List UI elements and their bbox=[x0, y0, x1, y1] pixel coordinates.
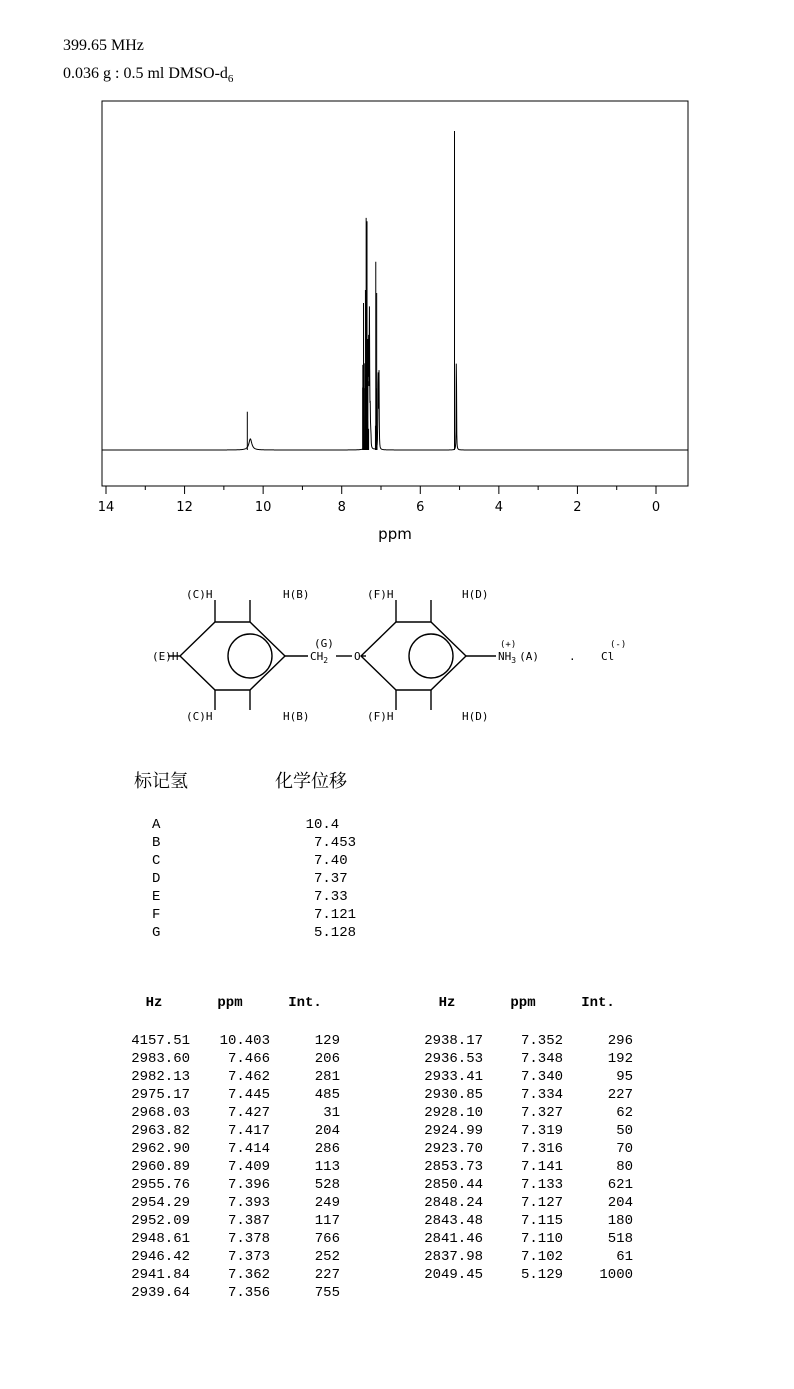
peak-cell: 5.129 bbox=[520, 1267, 563, 1283]
benzene-ring-left bbox=[180, 622, 285, 690]
peak-cell: 7.102 bbox=[520, 1249, 563, 1265]
peak-cell: 2841.46 bbox=[424, 1231, 483, 1247]
peak-cell: 2975.17 bbox=[131, 1087, 190, 1103]
peak-cell: 80 bbox=[616, 1159, 633, 1175]
peak-cell: 7.110 bbox=[520, 1231, 563, 1247]
ring-bonds bbox=[168, 600, 496, 710]
assignment-shift: 5.128 bbox=[313, 925, 356, 941]
peak-cell: 61 bbox=[616, 1249, 633, 1265]
peak-cell: 252 bbox=[314, 1249, 340, 1265]
frequency-label: 399.65 MHz bbox=[63, 37, 144, 54]
peak-cell: 7.319 bbox=[520, 1123, 563, 1139]
peak-cell: 2933.41 bbox=[424, 1069, 483, 1085]
peak-cell: 7.417 bbox=[227, 1123, 270, 1139]
label-d-h-top: H(D) bbox=[462, 588, 489, 601]
assignment-label: A bbox=[152, 817, 161, 833]
peak-row bbox=[411, 1122, 633, 1140]
assignment-label: B bbox=[152, 835, 161, 851]
assignment-shift: 7.37 bbox=[313, 871, 356, 887]
peak-cell: 2982.13 bbox=[131, 1069, 190, 1085]
benzene-ring-right bbox=[361, 622, 466, 690]
peak-row bbox=[411, 1086, 633, 1104]
ring-right-aromatic-circle bbox=[409, 634, 453, 678]
peak-cell: 7.133 bbox=[520, 1177, 563, 1193]
peak-cell: 204 bbox=[314, 1123, 340, 1139]
peak-cell: 227 bbox=[607, 1087, 633, 1103]
peak-cell: 206 bbox=[314, 1051, 340, 1067]
peak-cell: 7.141 bbox=[520, 1159, 563, 1175]
peak-cell: 7.348 bbox=[520, 1051, 563, 1067]
ch2-subscript: 2 bbox=[323, 656, 329, 665]
peak-cell: 296 bbox=[607, 1033, 633, 1049]
peak-cell: 7.445 bbox=[227, 1087, 270, 1103]
peak-header-cell: ppm bbox=[510, 995, 536, 1011]
label-c-h-bottom: (C)H bbox=[186, 710, 213, 723]
assignment-row bbox=[152, 834, 356, 852]
peak-cell: 10.403 bbox=[219, 1033, 270, 1049]
peak-row bbox=[411, 1104, 633, 1122]
assignment-table bbox=[152, 816, 356, 942]
peak-cell: 2049.45 bbox=[424, 1267, 483, 1283]
peak-cell: 2952.09 bbox=[131, 1213, 190, 1229]
peak-cell: 621 bbox=[607, 1177, 633, 1193]
peak-cell: 281 bbox=[314, 1069, 340, 1085]
peak-cell: 7.427 bbox=[227, 1105, 270, 1121]
x-tick-label: 6 bbox=[416, 500, 425, 515]
peak-cell: 2983.60 bbox=[131, 1051, 190, 1067]
peak-cell: 528 bbox=[314, 1177, 340, 1193]
nh3-text: NH bbox=[498, 650, 512, 663]
x-tick-label: 14 bbox=[97, 500, 115, 515]
peak-header-cell: ppm bbox=[217, 995, 243, 1011]
assignment-row bbox=[152, 888, 356, 906]
peak-cell: 180 bbox=[607, 1213, 633, 1229]
x-tick-label: 12 bbox=[176, 500, 193, 515]
ch2-text: CH bbox=[310, 650, 324, 663]
peak-cell: 7.340 bbox=[520, 1069, 563, 1085]
peak-cell: 2853.73 bbox=[424, 1159, 483, 1175]
peak-cell: 7.327 bbox=[520, 1105, 563, 1121]
peak-row bbox=[118, 1122, 340, 1140]
label-c-h-top: (C)H bbox=[186, 588, 213, 601]
peak-cell: 518 bbox=[607, 1231, 633, 1247]
label-cl: Cl bbox=[601, 650, 615, 663]
label-dot: . bbox=[569, 650, 576, 663]
peak-cell: 31 bbox=[323, 1105, 340, 1121]
peak-cell: 50 bbox=[616, 1123, 633, 1139]
peak-row bbox=[411, 1068, 633, 1086]
peak-cell: 7.409 bbox=[227, 1159, 270, 1175]
peak-cell: 2923.70 bbox=[424, 1141, 483, 1157]
assignment-row bbox=[152, 924, 356, 942]
peak-table-left bbox=[118, 994, 340, 1302]
label-b-h-top: H(B) bbox=[283, 588, 310, 601]
x-tick-label: 10 bbox=[254, 500, 272, 515]
peak-cell: 7.414 bbox=[227, 1141, 270, 1157]
peak-row bbox=[118, 1068, 340, 1086]
label-e-h: (E)H bbox=[152, 650, 179, 663]
assign-col-label: 标记氢 bbox=[134, 771, 188, 792]
peak-cell: 95 bbox=[616, 1069, 633, 1085]
peak-cell: 7.396 bbox=[227, 1177, 270, 1193]
peak-cell: 7.378 bbox=[227, 1231, 270, 1247]
assignment-shift: 7.33 bbox=[313, 889, 356, 905]
assignment-label: F bbox=[152, 907, 161, 923]
peak-row bbox=[118, 1248, 340, 1266]
peak-cell: 2948.61 bbox=[131, 1231, 190, 1247]
label-ch2 bbox=[310, 650, 328, 665]
assignment-shift: 7.40 bbox=[313, 853, 356, 869]
peak-cell: 2946.42 bbox=[131, 1249, 190, 1265]
peak-cell: 204 bbox=[607, 1195, 633, 1211]
peak-row bbox=[118, 1140, 340, 1158]
peak-cell: 7.334 bbox=[520, 1087, 563, 1103]
assignment-label: G bbox=[152, 925, 161, 941]
peak-row bbox=[118, 1266, 340, 1284]
peak-cell: 7.352 bbox=[520, 1033, 563, 1049]
peak-cell: 113 bbox=[314, 1159, 340, 1175]
assignment-shift: 10.4 bbox=[305, 817, 356, 833]
label-f-h-top: (F)H bbox=[367, 588, 394, 601]
peak-table-header bbox=[411, 994, 633, 1012]
peak-row bbox=[411, 1032, 633, 1050]
peak-cell: 2955.76 bbox=[131, 1177, 190, 1193]
peak-row bbox=[118, 1050, 340, 1068]
assignment-row bbox=[152, 852, 356, 870]
peak-cell: 2939.64 bbox=[131, 1285, 190, 1301]
peak-cell: 7.127 bbox=[520, 1195, 563, 1211]
peak-row bbox=[411, 1158, 633, 1176]
peak-table-right bbox=[411, 994, 633, 1284]
nh3-tag: (A) bbox=[519, 650, 539, 663]
label-nh3 bbox=[498, 650, 539, 665]
x-tick-label: 2 bbox=[573, 500, 582, 515]
peak-row bbox=[411, 1248, 633, 1266]
peak-row bbox=[411, 1176, 633, 1194]
peak-cell: 2960.89 bbox=[131, 1159, 190, 1175]
x-tick-label: 0 bbox=[651, 500, 661, 515]
peak-cell: 2930.85 bbox=[424, 1087, 483, 1103]
label-oxygen: O bbox=[354, 650, 361, 663]
peak-cell: 62 bbox=[616, 1105, 633, 1121]
sample-subscript: 6 bbox=[227, 73, 234, 86]
x-axis-label: ppm bbox=[378, 525, 412, 543]
x-tick-label: 8 bbox=[337, 500, 346, 515]
peak-header-cell: Hz bbox=[145, 995, 163, 1011]
peak-cell: 2936.53 bbox=[424, 1051, 483, 1067]
label-d-h-bottom: H(D) bbox=[462, 710, 489, 723]
peak-cell: 7.373 bbox=[227, 1249, 270, 1265]
assignment-row bbox=[152, 816, 356, 834]
peak-cell: 192 bbox=[607, 1051, 633, 1067]
peak-row bbox=[411, 1194, 633, 1212]
peak-cell: 766 bbox=[314, 1231, 340, 1247]
peak-cell: 7.462 bbox=[227, 1069, 270, 1085]
peak-row bbox=[118, 1086, 340, 1104]
label-plus: (+) bbox=[500, 640, 517, 650]
peak-row bbox=[411, 1230, 633, 1248]
peak-table-header bbox=[118, 994, 340, 1012]
assign-col-shift: 化学位移 bbox=[275, 771, 347, 792]
peak-cell: 7.387 bbox=[227, 1213, 270, 1229]
peak-cell: 7.115 bbox=[520, 1213, 563, 1229]
assignment-label: C bbox=[152, 853, 161, 869]
assignment-row bbox=[152, 906, 356, 924]
peak-cell: 2848.24 bbox=[424, 1195, 483, 1211]
peak-cell: 485 bbox=[314, 1087, 340, 1103]
assignment-row bbox=[152, 870, 356, 888]
nh3-subscript: 3 bbox=[511, 656, 517, 665]
peak-cell: 2963.82 bbox=[131, 1123, 190, 1139]
peak-row bbox=[118, 1230, 340, 1248]
label-minus: (-) bbox=[610, 640, 627, 650]
peak-cell: 2941.84 bbox=[131, 1267, 190, 1283]
peak-row bbox=[118, 1158, 340, 1176]
peak-cell: 1000 bbox=[599, 1267, 633, 1283]
peak-row bbox=[411, 1266, 633, 1284]
peak-cell: 7.362 bbox=[227, 1267, 270, 1283]
assignment-shift: 7.453 bbox=[313, 835, 356, 851]
peak-header-cell: Int. bbox=[288, 995, 322, 1011]
peak-cell: 2843.48 bbox=[424, 1213, 483, 1229]
peak-row bbox=[411, 1050, 633, 1068]
ring-left-aromatic-circle bbox=[228, 634, 272, 678]
peak-cell: 7.393 bbox=[227, 1195, 270, 1211]
assignment-label: E bbox=[152, 889, 161, 905]
label-g: (G) bbox=[314, 637, 334, 650]
peak-header-cell: Hz bbox=[438, 995, 456, 1011]
peak-cell: 2962.90 bbox=[131, 1141, 190, 1157]
peak-cell: 4157.51 bbox=[131, 1033, 190, 1049]
peak-row bbox=[118, 1176, 340, 1194]
peak-cell: 755 bbox=[314, 1285, 340, 1301]
peak-cell: 2968.03 bbox=[131, 1105, 190, 1121]
peak-cell: 2938.17 bbox=[424, 1033, 483, 1049]
label-f-h-bottom: (F)H bbox=[367, 710, 394, 723]
peak-cell: 7.316 bbox=[520, 1141, 563, 1157]
peak-row bbox=[411, 1140, 633, 1158]
peak-cell: 2924.99 bbox=[424, 1123, 483, 1139]
peak-cell: 2837.98 bbox=[424, 1249, 483, 1265]
peak-cell: 70 bbox=[616, 1141, 633, 1157]
peak-row bbox=[118, 1032, 340, 1050]
peak-row bbox=[411, 1212, 633, 1230]
peak-row bbox=[118, 1212, 340, 1230]
peak-cell: 117 bbox=[314, 1213, 340, 1229]
peak-cell: 2954.29 bbox=[131, 1195, 190, 1211]
peak-header-cell: Int. bbox=[581, 995, 615, 1011]
peak-row bbox=[118, 1104, 340, 1122]
label-b-h-bottom: H(B) bbox=[283, 710, 310, 723]
peak-cell: 129 bbox=[314, 1033, 340, 1049]
peak-row bbox=[118, 1194, 340, 1212]
peak-cell: 227 bbox=[314, 1267, 340, 1283]
peak-cell: 2850.44 bbox=[424, 1177, 483, 1193]
peak-cell: 286 bbox=[314, 1141, 340, 1157]
x-tick-label: 4 bbox=[494, 500, 503, 515]
peak-cell: 7.466 bbox=[227, 1051, 270, 1067]
peak-row bbox=[118, 1284, 340, 1302]
peak-cell: 249 bbox=[314, 1195, 340, 1211]
peak-cell: 7.356 bbox=[227, 1285, 270, 1301]
assignment-shift: 7.121 bbox=[313, 907, 356, 923]
peak-cell: 2928.10 bbox=[424, 1105, 483, 1121]
sample-text: 0.036 g : 0.5 ml DMSO-d bbox=[63, 65, 228, 82]
assignment-label: D bbox=[152, 871, 161, 887]
